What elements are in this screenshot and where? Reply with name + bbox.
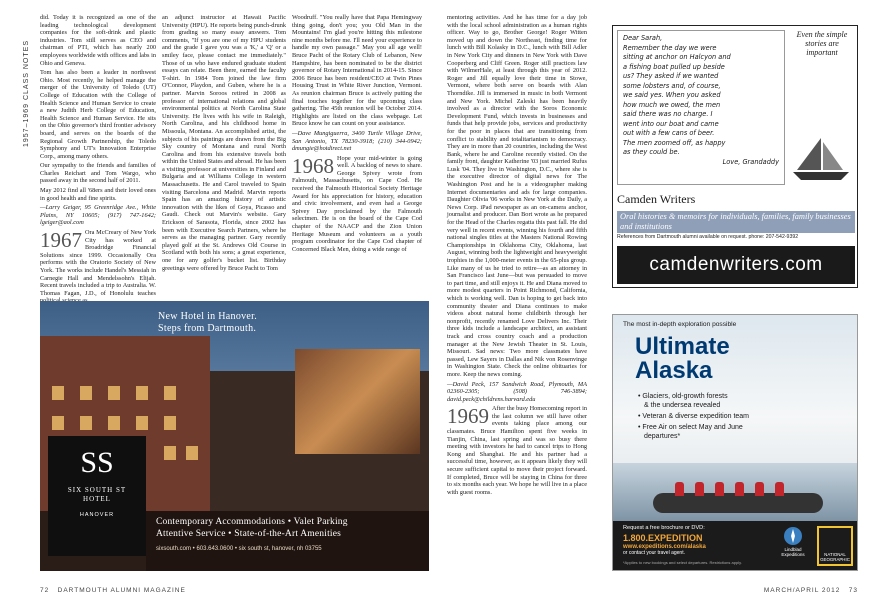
references-line: References from Dartmouth alumni available on request. phone: 207-542-9392 — [617, 234, 799, 240]
section-label: 1957–1969 CLASS NOTES — [23, 40, 30, 147]
note-line: how much we owed, the men — [623, 100, 721, 109]
logo-text: Lindblad Expeditions — [781, 547, 805, 557]
feature-list — [638, 392, 749, 443]
note-line: some lobsters and, of course, — [623, 81, 721, 90]
issue-date: MARCH/APRIL 2012 — [763, 587, 841, 594]
note-line: we said yes. When you asked — [623, 91, 721, 99]
magazine-name: DARTMOUTH ALUMNI MAGAZINE — [57, 587, 186, 594]
hotel-name: SIX SOUTH ST — [67, 486, 127, 494]
headline-line: New Hotel in Hanover. — [158, 311, 258, 322]
title-line: Alaska — [635, 357, 713, 384]
window — [136, 386, 148, 400]
paragraph: did. Today it is recognized as one of the leading technological development companies for the soft-drink and plastic industries. Tom still serves as CEO and chairman of PTI, which has nearly 200 employees worldwide with offices and labs in Ohio and Geneva. — [40, 14, 156, 67]
note-line: a fishing boat pulled up beside — [623, 62, 725, 71]
ad-headline — [158, 311, 257, 335]
compass-icon — [783, 526, 803, 546]
fine-print: *Applies to new bookings and select departures. Restrictions apply. — [623, 560, 742, 565]
person-image — [695, 482, 704, 496]
side-slogan: Even the simple stories are important — [796, 30, 848, 57]
page-number: 72 — [40, 587, 50, 594]
paragraph: Hope your mid-winter is going well. A backlog of news to share. George Spivey wrote from Falmouth, Massachusetts, on Cape Cod. He received the Falmouth Historical Society Heritage Award for his appreciation for history, education and civic involvement, and even had a George Spivey Day proclaimed by the Falmouth selectmen. He is on the board of the Cape Cod chapter of the NAACP and the Zion Union Heritage Museum and volunteers as a youth program coordinator for the Cape Cod chapter of Concerned Black Men, doing a wide range of — [292, 154, 422, 253]
signature: —Dave Mungiguerra, 3400 Turtle Village Drive, San Antonio, TX 78230-3918; (210) 344-0942; dmungie@hotdirect.net — [292, 129, 422, 153]
hotel-logo — [48, 436, 146, 556]
person-image — [775, 482, 784, 496]
ad-subtitle: Oral histories & memoirs for individuals, families, family businesses and institutions — [617, 211, 855, 233]
title-line: Ultimate — [635, 333, 730, 360]
paragraph: an adjunct instructor at Hawaii Pacific University (HPU). He reports being punch-drunk from grading so many essay answers. Tom comments, "If you are one of my HPU students and the grade I gave you was a 'K,' a 'Q' or a smiley face, please contact me immediately." Those of us who have endured graduate student essays can relate. Been there, earned the faculty T-shirt. In 1984 Tom joined the law firm O'Connor, Playdon, and Guben, where he is a partner. Marvin Soroos retired in 2008 as professor of international relations and global environmental politics at North Carolina State University. He lives with his wife in Raleigh, North Carolina, and his childhood home in Missoula, Montana. An accomplished artist, the subjects of his paintings are drawn from the Big Sky country of Montana and rural North Carolina and from his extensive travels both within the United States and abroad. He has been a visiting professor at universities in Finland and Bulgaria and at Williams College in western Massachusetts. He and Carol traveled to Spain visiting Barcelona and Madrid. Marvin reports Spain has an amazing history of artistic innovation with the likes of Goya, Picasso and Gaudi. Check out Marvin's website. Gary Erickson of Sarasota, Florida, since 2002 has been with Executive Search Partners, where he serves as the managing partner. Gary recently played golf at the St. Andrews Old Course in Scotland with both his sons; a great experience, one for any golfer's bucket list. Birthday greetings were offered by Bruce Pacht to Tom — [162, 14, 286, 272]
note-line: went into our boat and came — [623, 119, 719, 128]
camden-writers-advertisement[interactable] — [612, 25, 858, 288]
column-b — [162, 14, 286, 300]
hotel-advertisement[interactable] — [40, 301, 429, 571]
hotel-room-image — [295, 349, 420, 454]
window — [136, 416, 148, 430]
window — [164, 446, 176, 460]
left-folio — [40, 587, 186, 594]
website-link[interactable]: camdenwriters.com — [617, 246, 855, 284]
logo-monogram: SS — [80, 446, 114, 479]
call-to-action-panel — [613, 521, 857, 570]
hotel-city: HANOVER — [79, 512, 115, 518]
raft-image — [653, 493, 823, 513]
list-item: • Veteran & diverse expedition team — [638, 413, 750, 420]
hotel-name: HOTEL — [83, 495, 111, 503]
person-image — [675, 482, 684, 496]
website-link[interactable] — [623, 544, 706, 556]
class-year-heading: 1969 — [447, 404, 489, 429]
paragraph: May 2012 find all '68ers and their loved ones in good health and fine spirits. — [40, 187, 156, 202]
person-image — [735, 482, 744, 496]
ad-tagline-panel — [146, 511, 429, 571]
alaska-advertisement[interactable] — [612, 314, 858, 571]
list-item: departures* — [644, 433, 681, 440]
class-year-heading: 1968 — [292, 153, 334, 178]
page-number: 73 — [848, 587, 858, 594]
window — [108, 416, 120, 430]
phone-number[interactable]: 1.800.EXPEDITION — [623, 533, 703, 543]
note-line: Remember the day we were — [623, 43, 717, 52]
note-line: The men zoomed off, as happy — [623, 138, 726, 147]
note-line: out with a few cans of beer. — [623, 129, 715, 137]
signature: —Larry Geiger, 95 Greenridge Ave., White Plains, NY 10605; (917) 747-1642; lgeiger@aol.com — [40, 204, 156, 227]
right-folio — [764, 587, 858, 594]
ad-title: Camden Writers — [617, 192, 696, 206]
list-item: & the undersea revealed — [644, 402, 721, 409]
note-line: said there was no charge. I — [623, 110, 713, 118]
window — [52, 416, 64, 430]
contact-info[interactable]: sixsouth.com • 603.643.0600 • six south st, hanover, nh 03755 — [156, 546, 322, 552]
ad-kicker: The most in-depth exploration possible — [623, 321, 737, 328]
note-line: sitting at anchor on Halcyon and — [623, 53, 731, 61]
window — [80, 386, 92, 400]
window — [52, 386, 64, 400]
signature: —David Peck, 157 Sandwich Road, Plymouth, MA 02360-2305; (508) 746-3894; david.peck@childrens.harvard.edu — [447, 380, 587, 403]
sailboat-icon — [787, 134, 855, 184]
paragraph: Tom has also been a leader in northwest Ohio. Most recently, he helped manage the merger of the University of Toledo (UT) College of Education with the College of Health Science and Human Service to create a new Judith Herb College of Education, Health Science and Human Service. He sits on the Ohio governor's third frontier advisory board, and serves on the boards of the Regional Growth Partnership, the Toledo Symphony and UT's Innovation Enterprise Corp., among many others. — [40, 69, 156, 160]
lindblad-logo — [775, 526, 811, 566]
note-line: us? They asked if we wanted — [623, 72, 719, 80]
national-geographic-logo: NATIONAL GEOGRAPHIC — [817, 526, 853, 566]
list-item: • Glaciers, old-growth forests — [638, 393, 728, 400]
column-d — [447, 14, 587, 569]
note-line: as they could be. — [623, 148, 680, 156]
paragraph: Ora McCreary of New York City has worked at Broadridge Financial Solutions since 1999. Occasionally Ora performs with the Oratorio Society of New York. The works include Handel's Messiah in Carnegie Hall and Mendelssohn's Elijah. Recent travels included a trip to Australia. W. Thomas Fagan, J.D., of Honolulu teaches — [40, 229, 156, 297]
tagline: Attentive Service • State-of-the-Art Amenities — [156, 529, 342, 539]
paragraph: Woodruff. "You really have that Papa Hemingway thing going, don't you; you Old Man in the Mountains! I'm glad you're hitting this milestone nine months before me. I'll need your experience to handle my own passage." May you all age well! Bruce Pacht of the Rotary Club of Lebanon, New Hampshire, has been nominated to be the district governor of Rotary International in 2014-15. Since 2006 Bruce has been resident/CEO at Twin Pines Housing Trust in White River Junction, Vermont. As reunion chairman Bruce is actively putting the final touches together for the upcoming class gathering. The 45th reunion will be October 2014. Highlights are listed on the class webpage. Let Bruce know he can count on your assistance. — [292, 14, 422, 128]
window — [164, 386, 176, 400]
website-url[interactable]: www.expeditions.com/alaska — [623, 544, 706, 550]
class-year-heading: 1967 — [40, 228, 82, 253]
window — [80, 416, 92, 430]
column-c — [292, 14, 422, 300]
travel-agent-text: or contact your travel agent. — [623, 550, 685, 556]
paragraph: mentoring activities. And he has time for a day job with the local school administration as a human rights officer. Way to go, Brother George! Roger Witten moved up and down the Northeast, finding time for lunch with Bill Kolasky in D.C., lunch with Bill Adler in New York City and dinners in New York with Dave Cooperberg and Cliff Green. Roger still practices law with WilmerHale, at least through this year of 2012. Roger and Jill equally love their time in Stowe, Vermont, where both serve on boards with Alan Thorndike. Jill is immersed in music in both Vermont and New York. Michel Zaleski has been heavily involved as a director with the Soros Economic Development Fund, which invests in businesses and funds that help provide jobs, services and productivity for the poor in places that are transitioning from conflict to stability and totalitarianism to democracy. They are in more than 20 countries, including the West Bank, where he and Caroline recently visited. On the family front, daughter Katherine '03 just married Rufus Lusk '04. They live in Washington, D.C., where she is the executive director of digital news for The Washington Post and he is a videographer making Internet documentaries and ads for large companies. Daughter Olivia '06 works in New York at the Daily, a News Corp. iPad newspaper as an on-camera anchor, journalist and producer. Dan Bort wrote as he prepared for the Head of the Charles regatta this past fall. He did very well in recent events, winning his fourth and fifth national singles titles at the Masters National Rowing Championships in Oklahoma City, Oklahoma, last August, winning both the lightweight and heavyweight trophies in the 1,000-meter events in the 65-plus group. Like many of us he tried to retire—as an attorney in San Francisco last June—but was persuaded to move to part time, and still enjoys it. He and Diana moved to more modest quarters in Point Richmond, California, which is working well. Dan is hoping to get back into community theater and Diana continues to make videos about natural home childbirth through her nonprofit, recently renamed Love Delivers Inc. Their three kids include a landscape architect, an assistant track and cross country coach and a production manager at the New Jewish Theater in St. Louis, Missouri. Sad news: Two more classmates have passed, Lew Sayers in Dallas and Nik von Rosenvinge in Washington State. Check the online obituaries for more. Keep the news coming. — [447, 14, 587, 378]
expedition-photo — [613, 463, 857, 521]
paragraph: After the busy Homecoming report in the last column we still have other events taking place among our classmates. Bruce Hamilton spent five weeks in Tianjin, China, last spring and was so busy there meeting with investors he had to cancel trips to Hong Kong and Shanghai. He and his partner had a successful time, however, as it appears likely they will secure sufficient capital to move their project forward. If completed, Bruce will be staying in China for three to six months each year. We hope he will live in a place with guest rooms. — [447, 405, 587, 496]
list-item: • Free Air on select May and June — [638, 424, 743, 431]
column-a — [40, 14, 156, 300]
note-line: Dear Sarah, — [623, 34, 663, 42]
tagline: Contemporary Accommodations • Valet Parking — [156, 517, 348, 527]
request-text: Request a free brochure or DVD: — [623, 525, 705, 531]
person-image — [755, 482, 764, 496]
note-signature: Love, Grandaddy — [722, 157, 779, 166]
person-image — [715, 482, 724, 496]
window — [164, 416, 176, 430]
headline-line: Steps from Dartmouth. — [158, 323, 257, 334]
paragraph: Our sympathy to the friends and families of Charles Reichart and Tom Wargo, who passed away in the second half of 2011. — [40, 162, 156, 185]
window — [108, 386, 120, 400]
handwritten-note — [617, 30, 785, 185]
ad-title — [635, 335, 730, 383]
window — [186, 446, 198, 460]
